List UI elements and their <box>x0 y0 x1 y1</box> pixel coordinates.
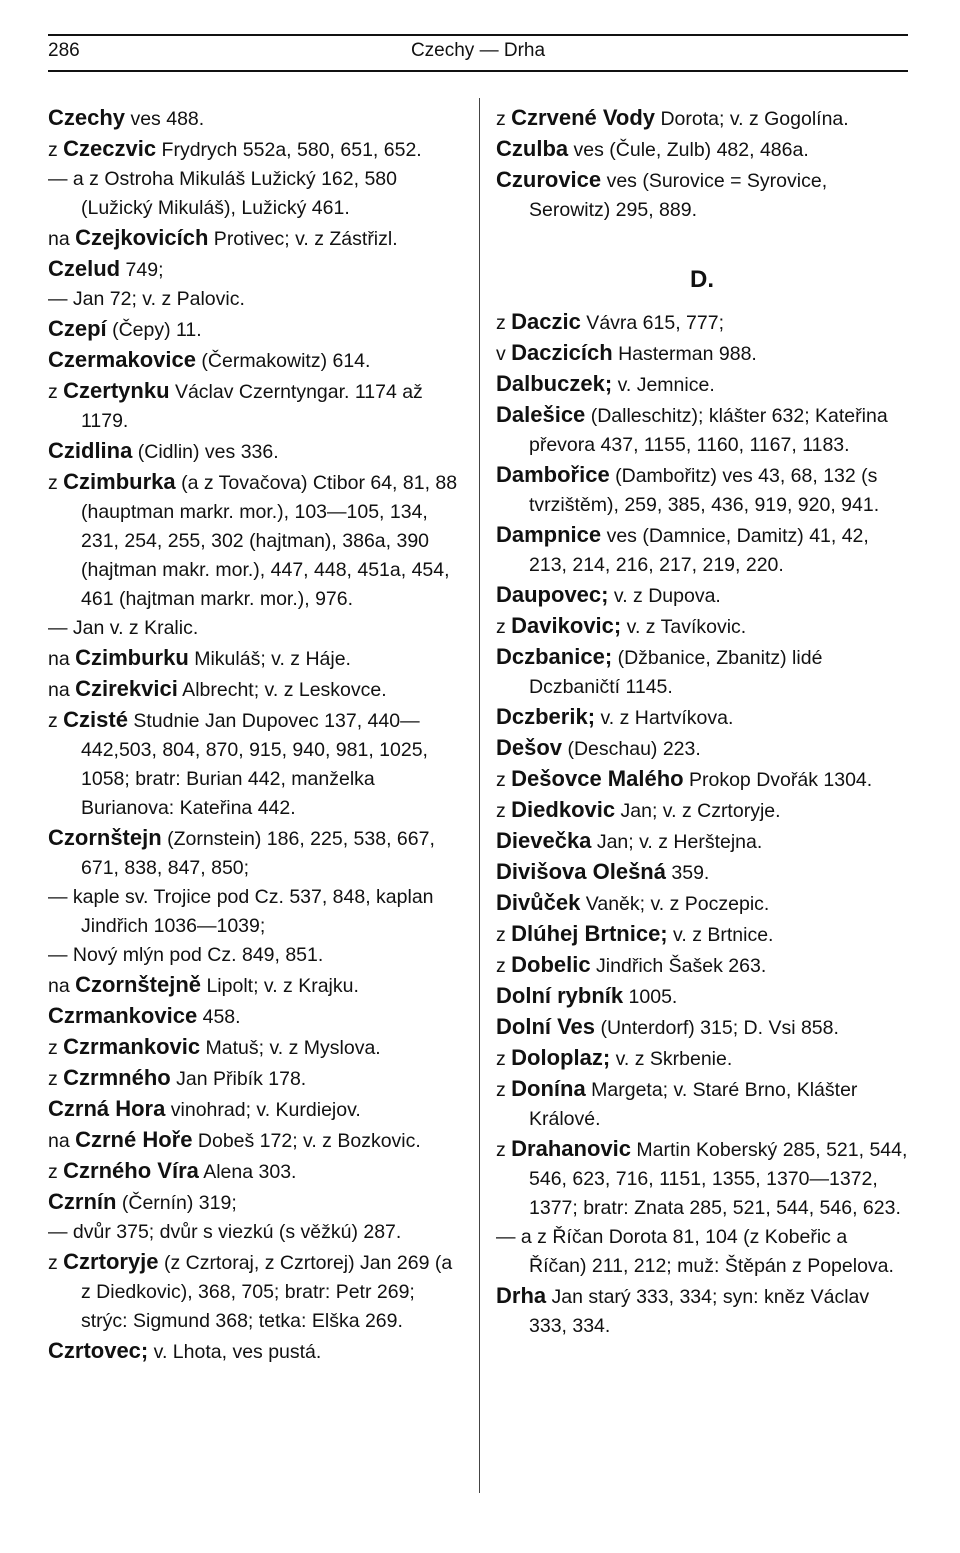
entry-prefix: — Nový mlýn pod Cz. 849, 851. <box>48 944 324 966</box>
entry-text: Matuš; v. z Myslova. <box>200 1037 381 1059</box>
entry-headword: Daczicích <box>511 340 613 365</box>
entry-text: (Černín) 319; <box>116 1192 237 1214</box>
index-entry <box>496 307 908 338</box>
entry-prefix: — a z Říčan Dorota 81, 104 (z Kobeřic a Říčan) 211, 212; muž: Štěpán z Popelova. <box>496 1226 894 1277</box>
entry-text: Václav Czerntyngar. 1174 až 1179. <box>81 381 423 432</box>
entry-prefix: z <box>48 1037 64 1059</box>
entry-headword: Dczbanice; <box>496 644 613 669</box>
entry-headword: Czrná Hora <box>48 1096 166 1121</box>
entry-prefix: z <box>496 616 512 638</box>
index-entry <box>48 134 460 165</box>
entry-headword: Dczberik; <box>496 704 596 729</box>
entry-prefix: z <box>48 472 64 494</box>
entry-text: vinohrad; v. Kurdiejov. <box>165 1099 361 1121</box>
section-letter: D. <box>690 266 714 293</box>
entry-prefix: na <box>48 679 76 701</box>
index-entry <box>496 1043 908 1074</box>
entry-headword: Daupovec; <box>496 582 609 607</box>
entry-text: Lipolt; v. z Krajku. <box>201 975 359 997</box>
entry-text: Vaněk; v. z Poczepic. <box>580 893 770 915</box>
index-entry <box>48 165 460 223</box>
entry-text: (Čermakowitz) 614. <box>195 350 371 372</box>
entry-headword: Dalbuczek; <box>496 371 613 396</box>
entry-text: v. z Hartvíkova. <box>595 707 734 729</box>
index-entry <box>496 1134 908 1223</box>
entry-text: v. Lhota, ves pustá. <box>148 1341 322 1363</box>
entry-text: Hasterman 988. <box>612 343 757 365</box>
index-entry <box>48 823 460 883</box>
index-entry <box>496 919 908 950</box>
entry-headword: Czepí <box>48 316 107 341</box>
entry-prefix: — dvůr 375; dvůr s viezkú (s věžkú) 287. <box>48 1221 402 1243</box>
entry-text: ves 488. <box>125 108 205 130</box>
index-entry <box>496 1223 908 1281</box>
index-entry <box>496 795 908 826</box>
index-entry <box>496 338 908 369</box>
entry-prefix: z <box>496 924 512 946</box>
entry-text: Prokop Dvořák 1304. <box>683 769 873 791</box>
entry-headword: Czornštejně <box>75 972 202 997</box>
index-entry <box>496 611 908 642</box>
entry-headword: Czermakovice <box>48 347 196 372</box>
entry-prefix: z <box>496 1079 512 1101</box>
index-entry <box>48 614 460 643</box>
entry-prefix: na <box>48 228 76 250</box>
entry-headword: Czrného Víra <box>63 1158 199 1183</box>
entry-prefix: z <box>48 1161 64 1183</box>
entry-text: v. Jemnice. <box>612 374 715 396</box>
entry-text: Margeta; v. Staré Brno, Klášter Králové. <box>529 1079 858 1130</box>
index-entry <box>48 1001 460 1032</box>
index-entry <box>48 1032 460 1063</box>
index-entry <box>496 460 908 520</box>
index-entry <box>48 467 460 614</box>
entry-headword: Czrtovec; <box>48 1338 149 1363</box>
index-entry <box>48 1063 460 1094</box>
right-column-entries <box>496 307 908 1341</box>
index-entry <box>48 345 460 376</box>
entry-text: v. z Brtnice. <box>667 924 774 946</box>
entry-text: Dorota; v. z Gogolína. <box>655 108 849 130</box>
index-entry <box>496 950 908 981</box>
index-entry <box>496 857 908 888</box>
entry-prefix: — kaple sv. Trojice pod Cz. 537, 848, kaplan Jindřich 1036—1039; <box>48 886 434 937</box>
entry-text: Jan; v. z Herštejna. <box>591 831 763 853</box>
entry-prefix: z <box>48 381 64 403</box>
entry-headword: Czirekvici <box>75 676 178 701</box>
index-entry <box>48 705 460 823</box>
entry-headword: Dešovce Malého <box>511 766 684 791</box>
entry-headword: Davikovic; <box>511 613 622 638</box>
entry-headword: Czurovice <box>496 167 602 192</box>
entry-headword: Daczic <box>511 309 581 334</box>
entry-headword: Dampnice <box>496 522 602 547</box>
entry-prefix: z <box>48 139 64 161</box>
entry-headword: Czrmného <box>63 1065 171 1090</box>
index-entry <box>48 314 460 345</box>
index-entry <box>496 642 908 702</box>
index-entry <box>48 1218 460 1247</box>
entry-headword: Dolní rybník <box>496 983 624 1008</box>
entry-headword: Czertynku <box>63 378 170 403</box>
index-entry <box>496 888 908 919</box>
entry-headword: Diedkovic <box>511 797 616 822</box>
entry-text: Jan; v. z Czrtoryje. <box>615 800 781 822</box>
index-entry <box>496 1281 908 1341</box>
top-rule <box>48 34 908 36</box>
entry-prefix: — a z Ostroha Mikuláš Lužický 162, 580 (Lužický Mikuláš), Lužický 461. <box>48 168 397 219</box>
entry-text: 1005. <box>623 986 678 1008</box>
page-number: 286 <box>48 40 80 61</box>
entry-text: Studnie Jan Dupovec 137, 440—442,503, 804, 870, 915, 940, 981, 1025, 1058; bratr: Burian 442, manželka Burianova: Kateřina 442. <box>81 710 428 819</box>
index-entry <box>48 674 460 705</box>
index-entry <box>496 826 908 857</box>
right-column <box>496 103 908 1341</box>
index-entry <box>48 1156 460 1187</box>
entry-prefix: z <box>496 108 512 130</box>
entry-prefix: z <box>496 1139 512 1161</box>
entry-prefix: na <box>48 1130 76 1152</box>
entry-prefix: z <box>48 1068 64 1090</box>
entry-text: Vávra 615, 777; <box>580 312 724 334</box>
entry-headword: Czrmankovice <box>48 1003 198 1028</box>
entry-text: (Cidlin) ves 336. <box>132 441 279 463</box>
entry-headword: Czimburka <box>63 469 176 494</box>
entry-headword: Dlúhej Brtnice; <box>511 921 668 946</box>
index-entry <box>48 941 460 970</box>
entry-headword: Drha <box>496 1283 547 1308</box>
entry-text: ves (Damnice, Damitz) 41, 42, 213, 214, 216, 217, 219, 220. <box>529 525 869 576</box>
entry-headword: Doloplaz; <box>511 1045 611 1070</box>
index-entry <box>48 1094 460 1125</box>
entry-headword: Dolní Ves <box>496 1014 596 1039</box>
entry-headword: Dalešice <box>496 402 586 427</box>
page-header <box>48 38 908 64</box>
entry-text: (Dambořitz) ves 43, 68, 132 (s tvrzištěm), 259, 385, 436, 919, 920, 941. <box>529 465 880 516</box>
entry-text: v. z Dupova. <box>608 585 721 607</box>
entry-text: Mikuláš; v. z Háje. <box>188 648 351 670</box>
entry-text: Dobeš 172; v. z Bozkovic. <box>192 1130 421 1152</box>
entry-prefix: z <box>496 769 512 791</box>
index-entry <box>48 643 460 674</box>
entry-headword: Dešov <box>496 735 563 760</box>
entry-text: (Dalleschitz); klášter 632; Kateřina převora 437, 1155, 1160, 1167, 1183. <box>529 405 888 456</box>
entry-text: Jindřich Šašek 263. <box>590 955 767 977</box>
index-entry <box>48 1187 460 1218</box>
entry-text: Alena 303. <box>198 1161 297 1183</box>
entry-text: Protivec; v. z Zástřizl. <box>208 228 398 250</box>
entry-prefix: z <box>496 955 512 977</box>
entry-prefix: z <box>48 1252 64 1274</box>
entry-headword: Dambořice <box>496 462 610 487</box>
entry-text: (Zornstein) 186, 225, 538, 667, 671, 838, 847, 850; <box>81 828 435 879</box>
entry-prefix: — Jan 72; v. z Palovic. <box>48 288 245 310</box>
index-entry <box>496 702 908 733</box>
entry-text: (a z Tovačova) Ctibor 64, 81, 88 (hauptman markr. mor.), 103—105, 134, 231, 254, 255, 302 (hajtman), 386a, 390 (hajtman makr. mor.), 447, 448, 451a, 454, 461 (hajtman markr. mor.), 976. <box>81 472 458 610</box>
index-entry <box>496 1012 908 1043</box>
index-entry <box>48 1125 460 1156</box>
entry-headword: Dobelic <box>511 952 591 977</box>
entry-text: (Džbanice, Zbanitz) lidé Dczbaničtí 1145. <box>529 647 823 698</box>
index-entry <box>48 970 460 1001</box>
entry-text: 359. <box>665 862 710 884</box>
index-entry <box>496 981 908 1012</box>
entry-headword: Czrvené Vody <box>511 105 656 130</box>
index-entry <box>496 764 908 795</box>
entry-prefix: na <box>48 648 76 670</box>
entry-headword: Czelud <box>48 256 121 281</box>
entry-prefix: na <box>48 975 76 997</box>
entry-prefix: v <box>496 343 512 365</box>
index-entry <box>48 223 460 254</box>
entry-text: Frydrych 552a, 580, 651, 652. <box>156 139 422 161</box>
entry-headword: Drahanovic <box>511 1136 631 1161</box>
entry-headword: Dievečka <box>496 828 592 853</box>
entry-headword: Czechy <box>48 105 126 130</box>
entry-prefix: z <box>48 710 64 732</box>
index-entry <box>496 369 908 400</box>
entry-text: v. z Skrbenie. <box>610 1048 733 1070</box>
column-divider <box>479 98 480 1493</box>
index-entry <box>48 883 460 941</box>
entry-text: ves (Surovice = Syrovice, Serowitz) 295, 889. <box>529 170 828 221</box>
entry-headword: Divišova Olešná <box>496 859 666 884</box>
index-entry <box>48 285 460 314</box>
entry-headword: Czrné Hoře <box>75 1127 193 1152</box>
entry-headword: Czulba <box>496 136 569 161</box>
entry-prefix: — Jan v. z Kralic. <box>48 617 199 639</box>
index-entry <box>496 580 908 611</box>
entry-headword: Czidlina <box>48 438 133 463</box>
entry-headword: Czornštejn <box>48 825 162 850</box>
entry-headword: Czimburku <box>75 645 189 670</box>
entry-headword: Czejkovicích <box>75 225 209 250</box>
entry-headword: Donína <box>511 1076 586 1101</box>
index-entry <box>48 103 460 134</box>
entry-text: ves (Čule, Zulb) 482, 486a. <box>568 139 809 161</box>
entry-text: Albrecht; v. z Leskovce. <box>177 679 387 701</box>
left-column <box>48 103 460 1367</box>
entry-headword: Czeczvic <box>63 136 157 161</box>
entry-text: 458. <box>197 1006 241 1028</box>
entry-text: (Unterdorf) 315; D. Vsi 858. <box>595 1017 839 1039</box>
entry-prefix: z <box>496 312 512 334</box>
entry-headword: Czrnín <box>48 1189 117 1214</box>
index-entry <box>496 165 908 225</box>
index-entry <box>48 1336 460 1367</box>
entry-text: (Čepy) 11. <box>106 319 202 341</box>
index-entry <box>48 1247 460 1336</box>
index-entry <box>496 520 908 580</box>
entry-text: (z Czrtoraj, z Czrtorej) Jan 269 (a z Diedkovic), 368, 705; bratr: Petr 269; strýc: Sigmund 368; tetka: Elška 269. <box>81 1252 453 1332</box>
entry-text: Jan starý 333, 334; syn: kněz Václav 333, 334. <box>529 1286 870 1337</box>
index-entry <box>496 1074 908 1134</box>
entry-text: Martin Koberský 285, 521, 544, 546, 623, 716, 1151, 1355, 1370—1372, 1377; bratr: Znata 285, 521, 544, 546, 623. <box>529 1139 908 1219</box>
index-entry <box>48 376 460 436</box>
entry-text: 749; <box>120 259 164 281</box>
entry-text: v. z Tavíkovic. <box>621 616 747 638</box>
entry-prefix: z <box>496 1048 512 1070</box>
entry-headword: Czisté <box>63 707 128 732</box>
entry-headword: Czrmankovic <box>63 1034 201 1059</box>
header-rule <box>48 70 908 72</box>
entry-headword: Czrtoryje <box>63 1249 159 1274</box>
index-entry <box>496 134 908 165</box>
entry-headword: Divůček <box>496 890 581 915</box>
index-entry <box>48 436 460 467</box>
index-entry <box>496 733 908 764</box>
index-entry <box>48 254 460 285</box>
entry-text: (Deschau) 223. <box>562 738 701 760</box>
right-column-top-entries <box>496 103 908 225</box>
index-entry <box>496 103 908 134</box>
running-title: Czechy — Drha <box>410 40 546 61</box>
index-entry <box>496 400 908 460</box>
entry-prefix: z <box>496 800 512 822</box>
entry-text: Jan Přibík 178. <box>170 1068 307 1090</box>
